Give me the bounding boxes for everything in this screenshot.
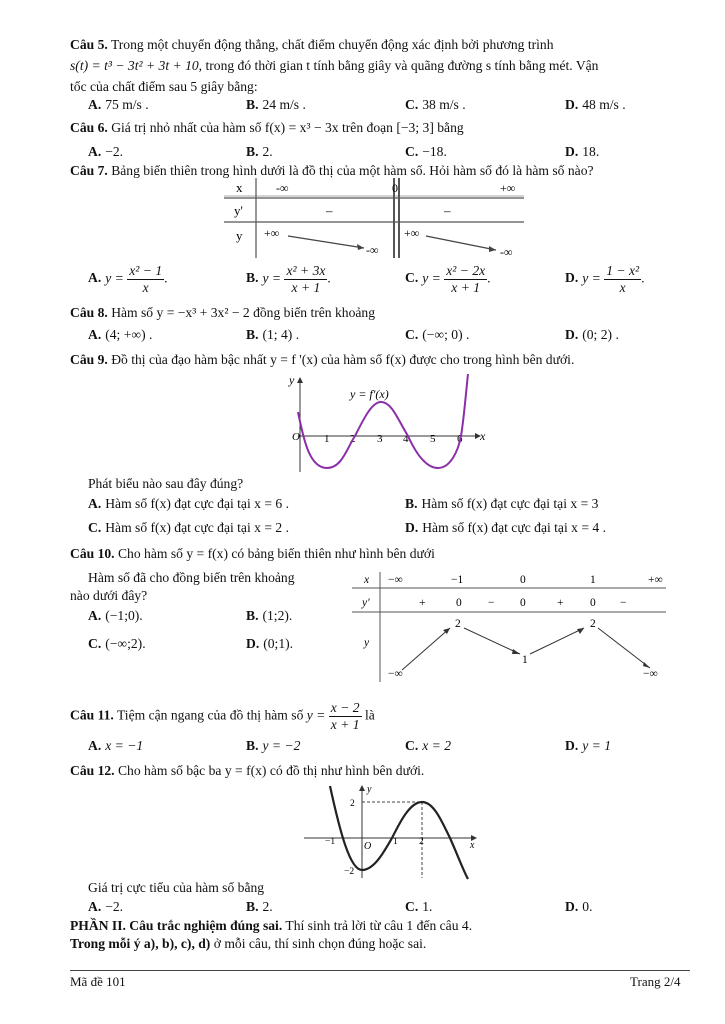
- q11-option-b[interactable]: B. y = −2: [246, 738, 301, 753]
- q7-table-y-plus-inf-1: +∞: [264, 226, 280, 240]
- q7-table-pos-inf: +∞: [500, 181, 516, 195]
- q8-line: [70, 305, 375, 321]
- q11-line: [70, 700, 375, 732]
- q9-tick-4: 4: [403, 433, 409, 445]
- q12-option-d[interactable]: D. 0.: [565, 899, 593, 914]
- q7-table-sign-1: –: [326, 203, 333, 218]
- q10-sign-6: −: [620, 597, 627, 609]
- q5-line1: [70, 37, 554, 53]
- q7-option-a[interactable]: A. y = $\frac{\text{x² − 1}}{x}$ .: [88, 263, 168, 295]
- q12-option-a[interactable]: A. −2.: [88, 899, 124, 914]
- q9-label: Câu 9.: [70, 352, 108, 367]
- q11-option-d[interactable]: D. y = 1: [565, 738, 612, 753]
- q10-x-1: −1: [451, 574, 464, 586]
- q10-option-c[interactable]: C. (−∞;2).: [88, 636, 146, 651]
- footer-page-number: Trang 2/4: [630, 974, 681, 989]
- q11-option-a[interactable]: A. x = −1: [88, 738, 144, 753]
- q10-text3: nào dưới đây?: [70, 588, 148, 603]
- q5-option-a[interactable]: A. 75 m/s .: [88, 97, 149, 112]
- q8-label: Câu 8.: [70, 305, 108, 320]
- q9-tick-6: 6: [457, 433, 463, 445]
- q7-variation-table: [224, 178, 524, 258]
- q12-label: Câu 12.: [70, 763, 115, 778]
- q6-text: Giá trị nhỏ nhất của hàm số f(x) = x³ − 3x trên đoạn [−3; 3] bằng: [111, 120, 464, 135]
- q10-option-a[interactable]: A. (−1;0).: [88, 608, 143, 623]
- q11-label: Câu 11.: [70, 707, 114, 723]
- q12-y-tick-2: 2: [350, 799, 355, 809]
- q10-label: Câu 10.: [70, 546, 115, 561]
- q12-cubic-graph: [300, 782, 480, 880]
- q7-label: Câu 7.: [70, 163, 108, 178]
- q11-text: Tiệm cận ngang của đồ thị hàm số: [116, 707, 304, 723]
- q5-text1: Trong một chuyển động thẳng, chất điểm chuyển động xác định bởi phương trình: [110, 37, 554, 52]
- q5-text3: tốc của chất điểm sau 5 giây bằng:: [70, 79, 258, 94]
- q9-option-c[interactable]: C. Hàm số f(x) đạt cực đại tại x = 2 .: [88, 520, 289, 535]
- q11-pre: y =: [306, 707, 326, 723]
- q5-option-c[interactable]: C. 38 m/s .: [405, 97, 466, 112]
- q12-option-b[interactable]: B. 2.: [246, 899, 273, 914]
- q10-table-yp: y': [362, 597, 370, 609]
- q10-line: [70, 546, 435, 562]
- q7-table-y-minus-inf-2: -∞: [500, 245, 513, 258]
- q9-y-label: y: [289, 373, 295, 387]
- q7-line: [70, 163, 594, 179]
- q10-sign-1: 0: [456, 597, 462, 609]
- q7-table-y-minus-inf-1: -∞: [366, 243, 379, 257]
- q6-option-d[interactable]: D. 18.: [565, 144, 600, 159]
- q10-sign-3: 0: [520, 597, 526, 609]
- part2-title: PHẦN II. Câu trắc nghiệm đúng sai.: [70, 918, 283, 933]
- q6-option-c[interactable]: C. −18.: [405, 144, 447, 159]
- q10-text: Cho hàm số y = f(x) có bảng biến thiên như hình bên dưới: [117, 546, 435, 561]
- q9-text: Đồ thị của đạo hàm bậc nhất y = f '(x) của hàm số f(x) được cho trong hình bên dưới.: [111, 352, 575, 367]
- q9-tick-2: 2: [350, 433, 356, 445]
- q9-option-a[interactable]: A. Hàm số f(x) đạt cực đại tại x = 6 .: [88, 496, 289, 511]
- q9-prompt: Phát biểu nào sau đây đúng?: [88, 476, 244, 491]
- part2-title-line: [70, 918, 472, 934]
- q10-sign-2: −: [488, 597, 495, 609]
- q7-table-y: y: [236, 228, 243, 243]
- q5-text2: , trong đó thời gian t tính bằng giây và quãng đường s tính bằng mét. Vận: [198, 58, 599, 73]
- q10-table-y: y: [364, 637, 370, 649]
- footer-exam-code: Mã đề 101: [70, 974, 126, 989]
- q9-option-d[interactable]: D. Hàm số f(x) đạt cực đại tại x = 4 .: [405, 520, 606, 535]
- q10-option-b[interactable]: B. (1;2).: [246, 608, 293, 623]
- q10-x-2: 0: [520, 574, 526, 586]
- q11-post: là: [365, 707, 375, 723]
- q10-text2: Hàm số đã cho đồng biến trên khoảng: [88, 570, 295, 585]
- q7-table-neg-inf: -∞: [276, 181, 289, 195]
- q7-option-c[interactable]: C. y = $\frac{\text{x² − 2x}}{x + 1}$ .: [405, 263, 491, 295]
- q12-line: [70, 763, 424, 779]
- part2-line2-bold: Trong mỗi ý a), b), c), d): [70, 936, 211, 951]
- q9-line: [70, 352, 574, 368]
- q7-text: Bảng biến thiên trong hình dưới là đồ thị của một hàm số. Hỏi hàm số đó là hàm số nào?: [111, 163, 594, 178]
- q12-x-label: x: [470, 840, 475, 851]
- q10-variation-table: [352, 568, 666, 686]
- q10-option-d[interactable]: D. (0;1).: [246, 636, 294, 651]
- q12-origin: O: [364, 841, 372, 852]
- q12-x-tick-neg1: −1: [325, 837, 336, 847]
- q7-table-zero: 0: [392, 181, 398, 195]
- q5-line2: [70, 58, 598, 74]
- q5-option-b[interactable]: B. 24 m/s .: [246, 97, 306, 112]
- q5-formula: s(t) = t³ − 3t² + 3t + 10: [70, 58, 199, 73]
- q8-option-b[interactable]: B. (1; 4) .: [246, 327, 300, 342]
- q10-ninf-left: −∞: [388, 668, 403, 680]
- q10-val-max-2: 2: [590, 618, 596, 630]
- q6-label: Câu 6.: [70, 120, 108, 135]
- q10-sign-4: +: [557, 597, 564, 609]
- q10-x-0: −∞: [388, 574, 403, 586]
- q9-origin: O: [292, 431, 300, 443]
- q10-x-3: 1: [590, 574, 596, 586]
- q5-label: Câu 5.: [70, 37, 108, 52]
- q8-option-d[interactable]: D. (0; 2) .: [565, 327, 619, 342]
- q9-tick-5: 5: [430, 433, 436, 445]
- q9-tick-3: 3: [377, 433, 383, 445]
- q7-table-x: x: [236, 180, 243, 195]
- q5-option-d[interactable]: D. 48 m/s .: [565, 97, 626, 112]
- q9-derivative-graph: [280, 372, 495, 474]
- q9-x-label: x: [480, 429, 486, 443]
- q7-option-b[interactable]: B. y = $\frac{\text{x² + 3x}}{x + 1}$ .: [246, 263, 331, 295]
- q12-x-tick-1: 1: [393, 837, 398, 847]
- q6-line: [70, 120, 464, 136]
- q9-tick-1: 1: [324, 433, 330, 445]
- q6-option-a[interactable]: A. −2.: [88, 144, 124, 159]
- q7-option-d[interactable]: D. y = $\frac{\text{1 − x²}}{x}$ .: [565, 263, 645, 295]
- q11-fraction: $\frac{x - 2}{x + 1}$: [330, 700, 360, 732]
- q7-table-y-plus-inf-2: +∞: [404, 226, 420, 240]
- q9-option-b[interactable]: B. Hàm số f(x) đạt cực đại tại x = 3: [405, 496, 599, 511]
- q12-text: Cho hàm số bậc ba y = f(x) có đồ thị như hình bên dưới.: [117, 763, 425, 778]
- q10-val-min: 1: [522, 654, 528, 666]
- q7-table-sign-2: –: [444, 203, 451, 218]
- q7-table-yp: y': [234, 203, 243, 218]
- q10-table-x: x: [364, 574, 370, 586]
- q12-x-tick-2: 2: [419, 837, 424, 847]
- part2-line2-rest: ở mỗi câu, thí sinh chọn đúng hoặc sai.: [210, 936, 427, 951]
- q12-prompt: Giá trị cực tiểu của hàm số bằng: [88, 880, 265, 895]
- footer-divider: [70, 970, 690, 971]
- q10-val-max-1: 2: [455, 618, 461, 630]
- q10-ninf-right: −∞: [643, 668, 658, 680]
- q6-option-b[interactable]: B. 2.: [246, 144, 273, 159]
- q8-option-a[interactable]: A. (4; +∞) .: [88, 327, 153, 342]
- q8-text: Hàm số y = −x³ + 3x² − 2 đồng biến trên khoảng: [111, 305, 376, 320]
- q10-x-4: +∞: [648, 574, 663, 586]
- q12-y-tick-neg2: −2: [344, 867, 355, 877]
- q12-option-c[interactable]: C. 1.: [405, 899, 433, 914]
- q10-sign-5: 0: [590, 597, 596, 609]
- q8-option-c[interactable]: C. (−∞; 0) .: [405, 327, 470, 342]
- q10-sign-0: +: [419, 597, 426, 609]
- q11-option-c[interactable]: C. x = 2: [405, 738, 452, 753]
- q12-y-label: y: [367, 784, 372, 795]
- q9-fn-label: y = f′(x): [350, 387, 389, 401]
- part2-line2: [70, 936, 426, 952]
- part2-title-rest: Thí sinh trả lời từ câu 1 đến câu 4.: [282, 918, 473, 933]
